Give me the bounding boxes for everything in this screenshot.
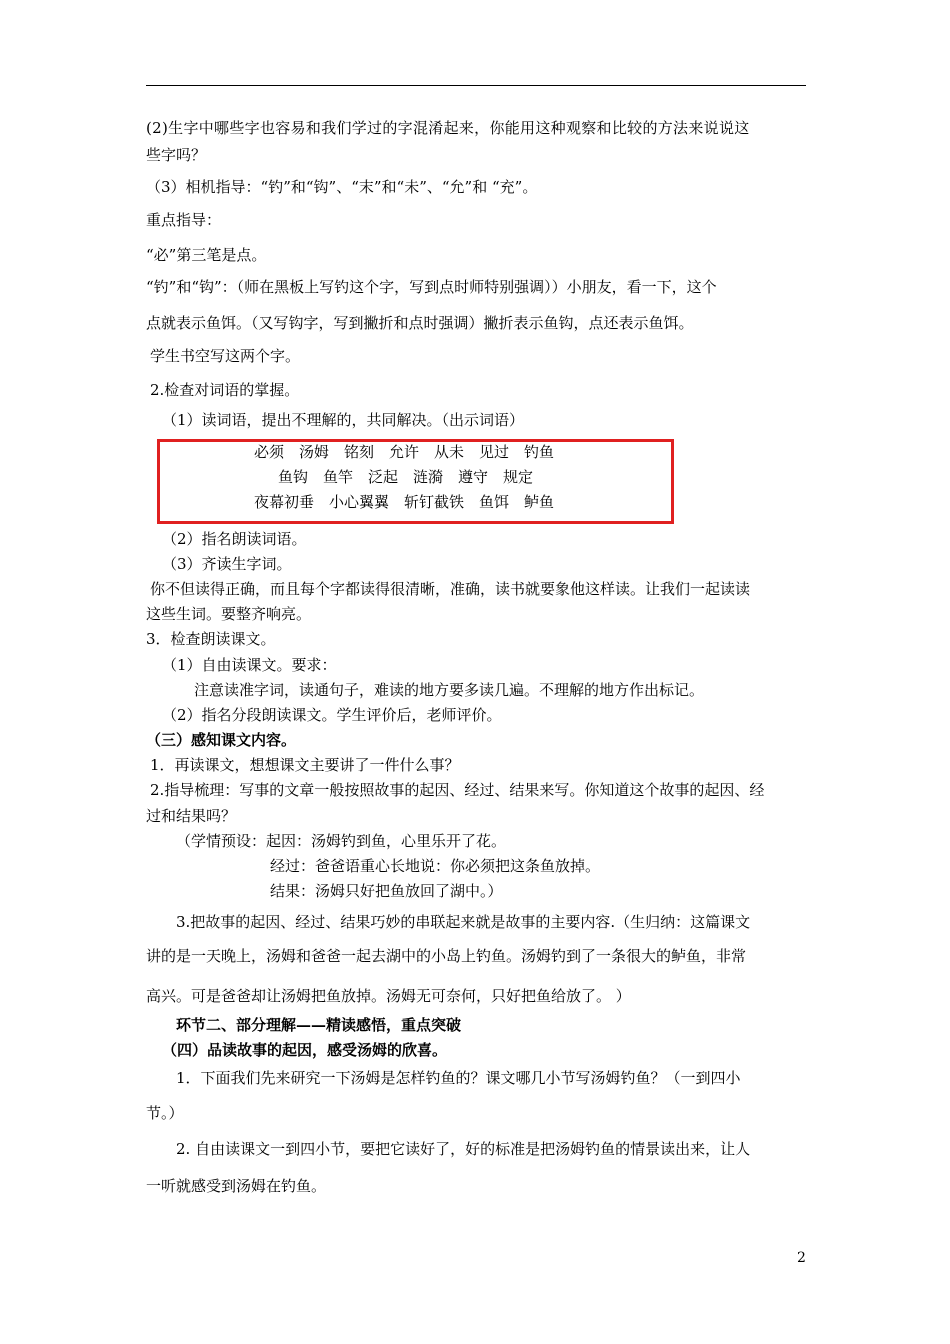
text-line: （1）自由读课文。要求：: [162, 656, 337, 674]
text-line: 这些生词。要整齐响亮。: [146, 605, 312, 623]
text-line: 经过：爸爸语重心长地说：你必须把这条鱼放掉。: [270, 857, 601, 875]
text-line: （2）指名朗读词语。: [162, 530, 307, 548]
text-line: “必”第三笔是点。: [146, 246, 267, 264]
word-list-row: 必须 汤姆 铭刻 允许 从未 见过 钓鱼: [254, 443, 555, 461]
text-line: 讲的是一天晚上，汤姆和爸爸一起去湖中的小岛上钓鱼。汤姆钓到了一条很大的鲈鱼，非常: [146, 947, 747, 965]
text-line: （1）读词语，提出不理解的，共同解决。（出示词语）: [162, 411, 525, 429]
text-line: 学生书空写这两个字。: [150, 347, 301, 365]
text-line: 结果：汤姆只好把鱼放回了湖中。）: [270, 882, 503, 900]
word-list-row: 鱼钩 鱼竿 泛起 涟漪 遵守 规定: [278, 468, 534, 486]
text-line: 注意读准字词，读通句子，难读的地方要多读几遍。不理解的地方作出标记。: [194, 681, 705, 699]
section-heading: 环节二、部分理解——精读感悟，重点突破: [176, 1016, 462, 1034]
text-line: 高兴。可是爸爸却让汤姆把鱼放掉。汤姆无可奈何，只好把鱼给放了。 ）: [146, 987, 631, 1005]
text-line: 3.把故事的起因、经过、结果巧妙的串联起来就是故事的主要内容.（生归纳：这篇课文: [176, 913, 751, 931]
page-number: 2: [797, 1250, 806, 1266]
section-heading: （四）品读故事的起因，感受汤姆的欣喜。: [162, 1041, 448, 1059]
header-rule: [146, 85, 806, 86]
text-line: 一听就感受到汤姆在钓鱼。: [146, 1177, 327, 1195]
text-line: 点就表示鱼饵。（又写钩字，写到撇折和点时强调）撇折表示鱼钩，点还表示鱼饵。: [146, 314, 694, 332]
text-line: 过和结果吗？: [146, 807, 237, 825]
text-line: （3）相机指导：“钓”和“钩”、“末”和“未”、“允”和 “充”。: [146, 178, 538, 196]
text-line: （2）指名分段朗读课文。学生评价后，老师评价。: [162, 706, 502, 724]
text-line: (2)生字中哪些字也容易和我们学过的字混淆起来，你能用这种观察和比较的方法来说说这: [146, 119, 750, 137]
text-line: 些字吗？: [146, 146, 207, 164]
word-list-row: 夜幕初垂 小心翼翼 斩钉截铁 鱼饵 鲈鱼: [254, 493, 555, 511]
text-line: （学情预设：起因：汤姆钓到鱼，心里乐开了花。: [176, 832, 507, 850]
text-line: 1．下面我们先来研究一下汤姆是怎样钓鱼的？课文哪几小节写汤姆钓鱼？（一到四小: [176, 1069, 741, 1087]
text-line: 2. 自由读课文一到四小节，要把它读好了，好的标准是把汤姆钓鱼的情景读出来，让人: [176, 1140, 751, 1158]
text-line: 2.指导梳理：写事的文章一般按照故事的起因、经过、结果来写。你知道这个故事的起因、经: [150, 781, 765, 799]
section-heading: （三）感知课文内容。: [146, 731, 297, 749]
text-line: 节。）: [146, 1104, 184, 1122]
text-line: 2.检查对词语的掌握。: [150, 381, 300, 399]
text-line: “钓”和“钩”：（师在黑板上写钓这个字，写到点时师特别强调））小朋友，看一下，这个: [146, 278, 717, 296]
text-line: 3．检查朗读课文。: [146, 630, 276, 648]
text-line: （3）齐读生字词。: [162, 555, 292, 573]
text-line: 重点指导：: [146, 211, 222, 229]
text-line: 你不但读得正确，而且每个字都读得很清晰，准确，读书就要象他这样读。让我们一起读读: [150, 580, 751, 598]
text-line: 1．再读课文，想想课文主要讲了一件什么事？: [150, 756, 460, 774]
